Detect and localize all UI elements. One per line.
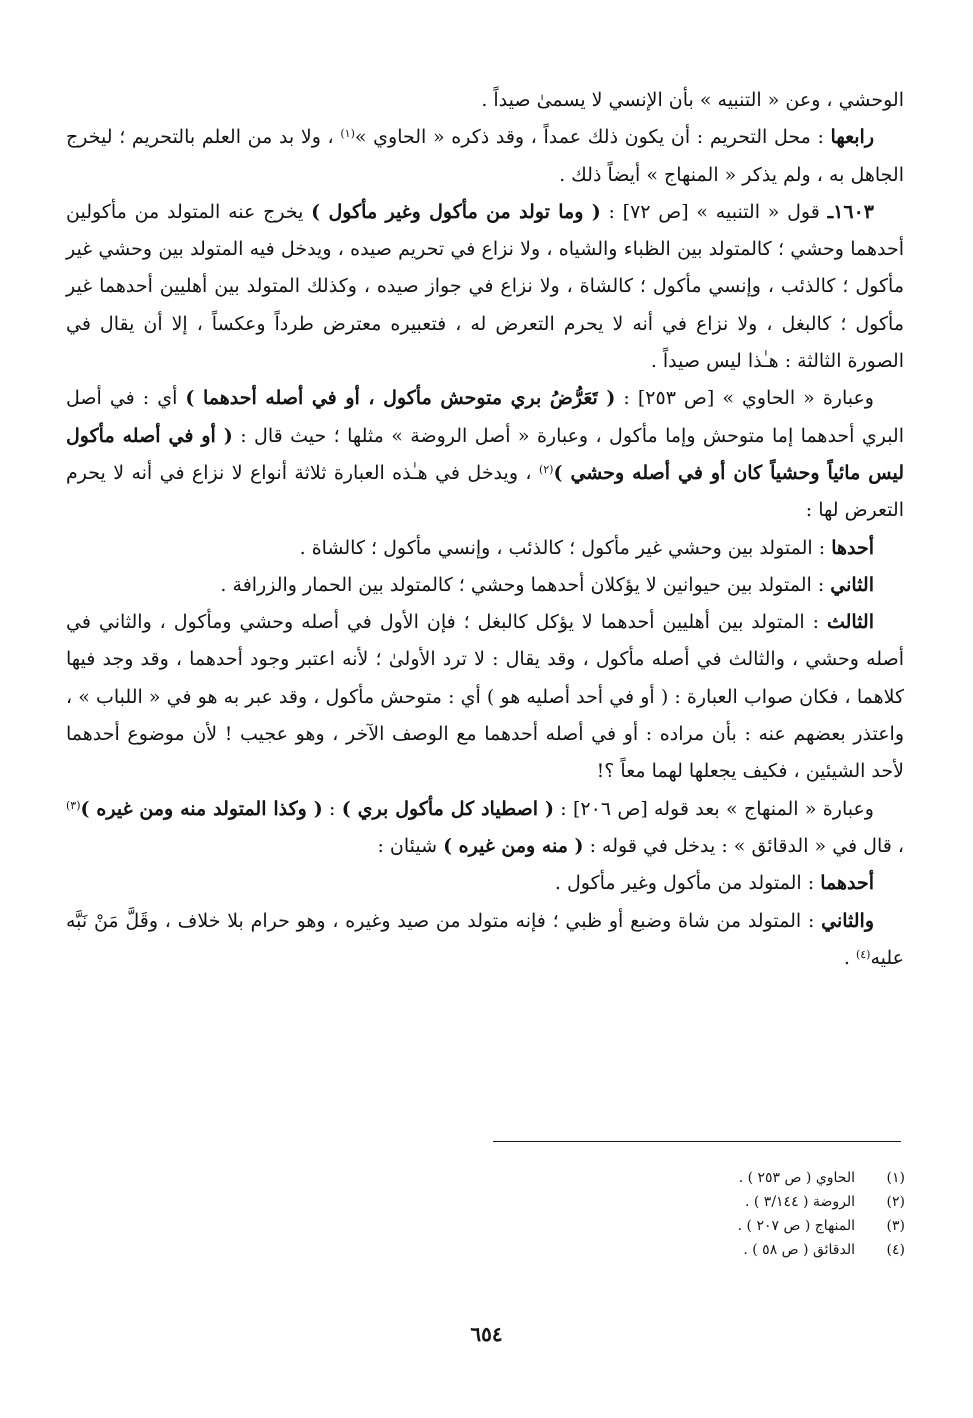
paragraph-1: الوحشي ، وعن « التنبيه » بأن الإنسي لا يسمىٰ صيداً .: [481, 89, 904, 111]
footnote-3: [493, 1214, 905, 1238]
paragraph-8: وعبارة « المنهاج » بعد قوله [ص ٢٠٦] : ( اصطياد كل مأكول بري ) : ( وكذا المتولد منه ومن غيره )$^{(٣)}$ ، قال في « الدقائق » : يدخل في قوله : ( منه ومن غيره ) شيئان :: [66, 797, 904, 857]
paragraph-10: والثاني : المتولد من شاة وضبع أو ظبي ؛ فإنه متولد من صيد وغيره ، وهو حرام بلا خلاف ، وقَلَّ مَنْ نَبَّه عليه$^{(٤)}$ .: [66, 909, 904, 969]
paragraph-3: ١٦٠٣ـ قول « التنبيه » [ص ٧٢] : ( وما تولد من مأكول وغير مأكول ) يخرج عنه المتولد من مأكولين أحدهما وحشي ؛ كالمتولد بين الظباء والشياه ، ولا نزاع في تحريم صيده ، ويدخل فيه المتولد بين وحشي غير مأكول ؛ كالذئب ، وإنسي مأكول ؛ كالشاة ، ولا نزاع في جواز صيده ، وكذلك المتولد بين أهليين أحدهما غير مأكول ؛ كالبغل ، ولا نزاع في أنه لا يحرم التعرض له ، فتعبيره معترض طرداً وعكساً ، إلا أن يقال في الصورة الثالثة : هـٰذا ليس صيداً .: [66, 200, 904, 373]
footnote-number: (٣): [886, 1218, 905, 1234]
footnote-text: الدقائق ( ص ٥٨ ) .: [743, 1242, 855, 1258]
footnote-number: (٤): [886, 1242, 905, 1258]
footnote-number: (٢): [886, 1194, 905, 1210]
footnote-divider: [493, 1141, 901, 1142]
footnote-2: [493, 1190, 905, 1214]
paragraph-9: أحدهما : المتولد من مأكول وغير مأكول .: [554, 872, 874, 895]
footnote-text: الروضة ( ٣/١٤٤ ) .: [744, 1194, 855, 1210]
footnote-text: الحاوي ( ص ٢٥٣ ) .: [738, 1170, 855, 1186]
footnote-4: [493, 1238, 905, 1262]
paragraph-4: وعبارة « الحاوي » [ص ٢٥٣] : ( تَعَرُّضُ بري متوحش مأكول ، أو في أصله أحدهما ) أي : في أصل البري أحدهما إما متوحش وإما مأكول ، وعبارة « أصل الروضة » مثلها ؛ حيث قال : ( أو في أصله مأكول ليس مائياً وحشياً كان أو في أصله وحشي )$^{(٢)}$ ، ويدخل في هـٰذه العبارة ثلاثة أنواع لا نزاع في أنه لا يحرم التعرض لها :: [66, 387, 905, 522]
footnote-text: المنهاج ( ص ٢٠٧ ) .: [737, 1218, 855, 1234]
footnote-number: (١): [886, 1170, 905, 1186]
footnotes: [493, 1166, 905, 1262]
paragraph-6: الثاني : المتولد بين حيوانين لا يؤكلان أحدهما وحشي ؛ كالمتولد بين الحمار والزرافة .: [220, 573, 874, 596]
footnote-1: [493, 1166, 905, 1190]
paragraph-5: أحدها : المتولد بين وحشي غير مأكول ؛ كالذئب ، وإنسي مأكول ؛ كالشاة .: [299, 536, 874, 559]
page-number: ٦٥٤: [470, 1322, 503, 1346]
paragraph-2: رابعها : محل التحريم : أن يكون ذلك عمداً ، وقد ذكره « الحاوي »$^{(١)}$ ، ولا بد من العلم بالتحريم ؛ ليخرج الجاهل به ، ولم يذكر « المنهاج » أيضاً ذلك .: [66, 126, 904, 186]
paragraph-7: الثالث : المتولد بين أهليين أحدهما لا يؤكل كالبغل ؛ فإن الأول في أصله وحشي ومأكول ، والثاني في أصله وحشي ، والثالث في أصله مأكول ، وقد يقال : لا ترد الأولىٰ ؛ لأنه اعتبر وجود أحدهما ، وقد وجد فيها كلاهما ، فكان صواب العبارة : ( أو في أحد أصليه هو ) أي : متوحش مأكول ، وقد عبر به هو في « اللباب » ، واعتذر بعضهم عنه : بأن مراده : أو في أصله أحدهما مع الوصف الآخر ، وهو عجيب ! لأن موضوع أحدهما لأحد الشيئين ، فكيف يجعلها لهما معاً ؟!: [66, 611, 904, 783]
page-body: [66, 82, 904, 977]
